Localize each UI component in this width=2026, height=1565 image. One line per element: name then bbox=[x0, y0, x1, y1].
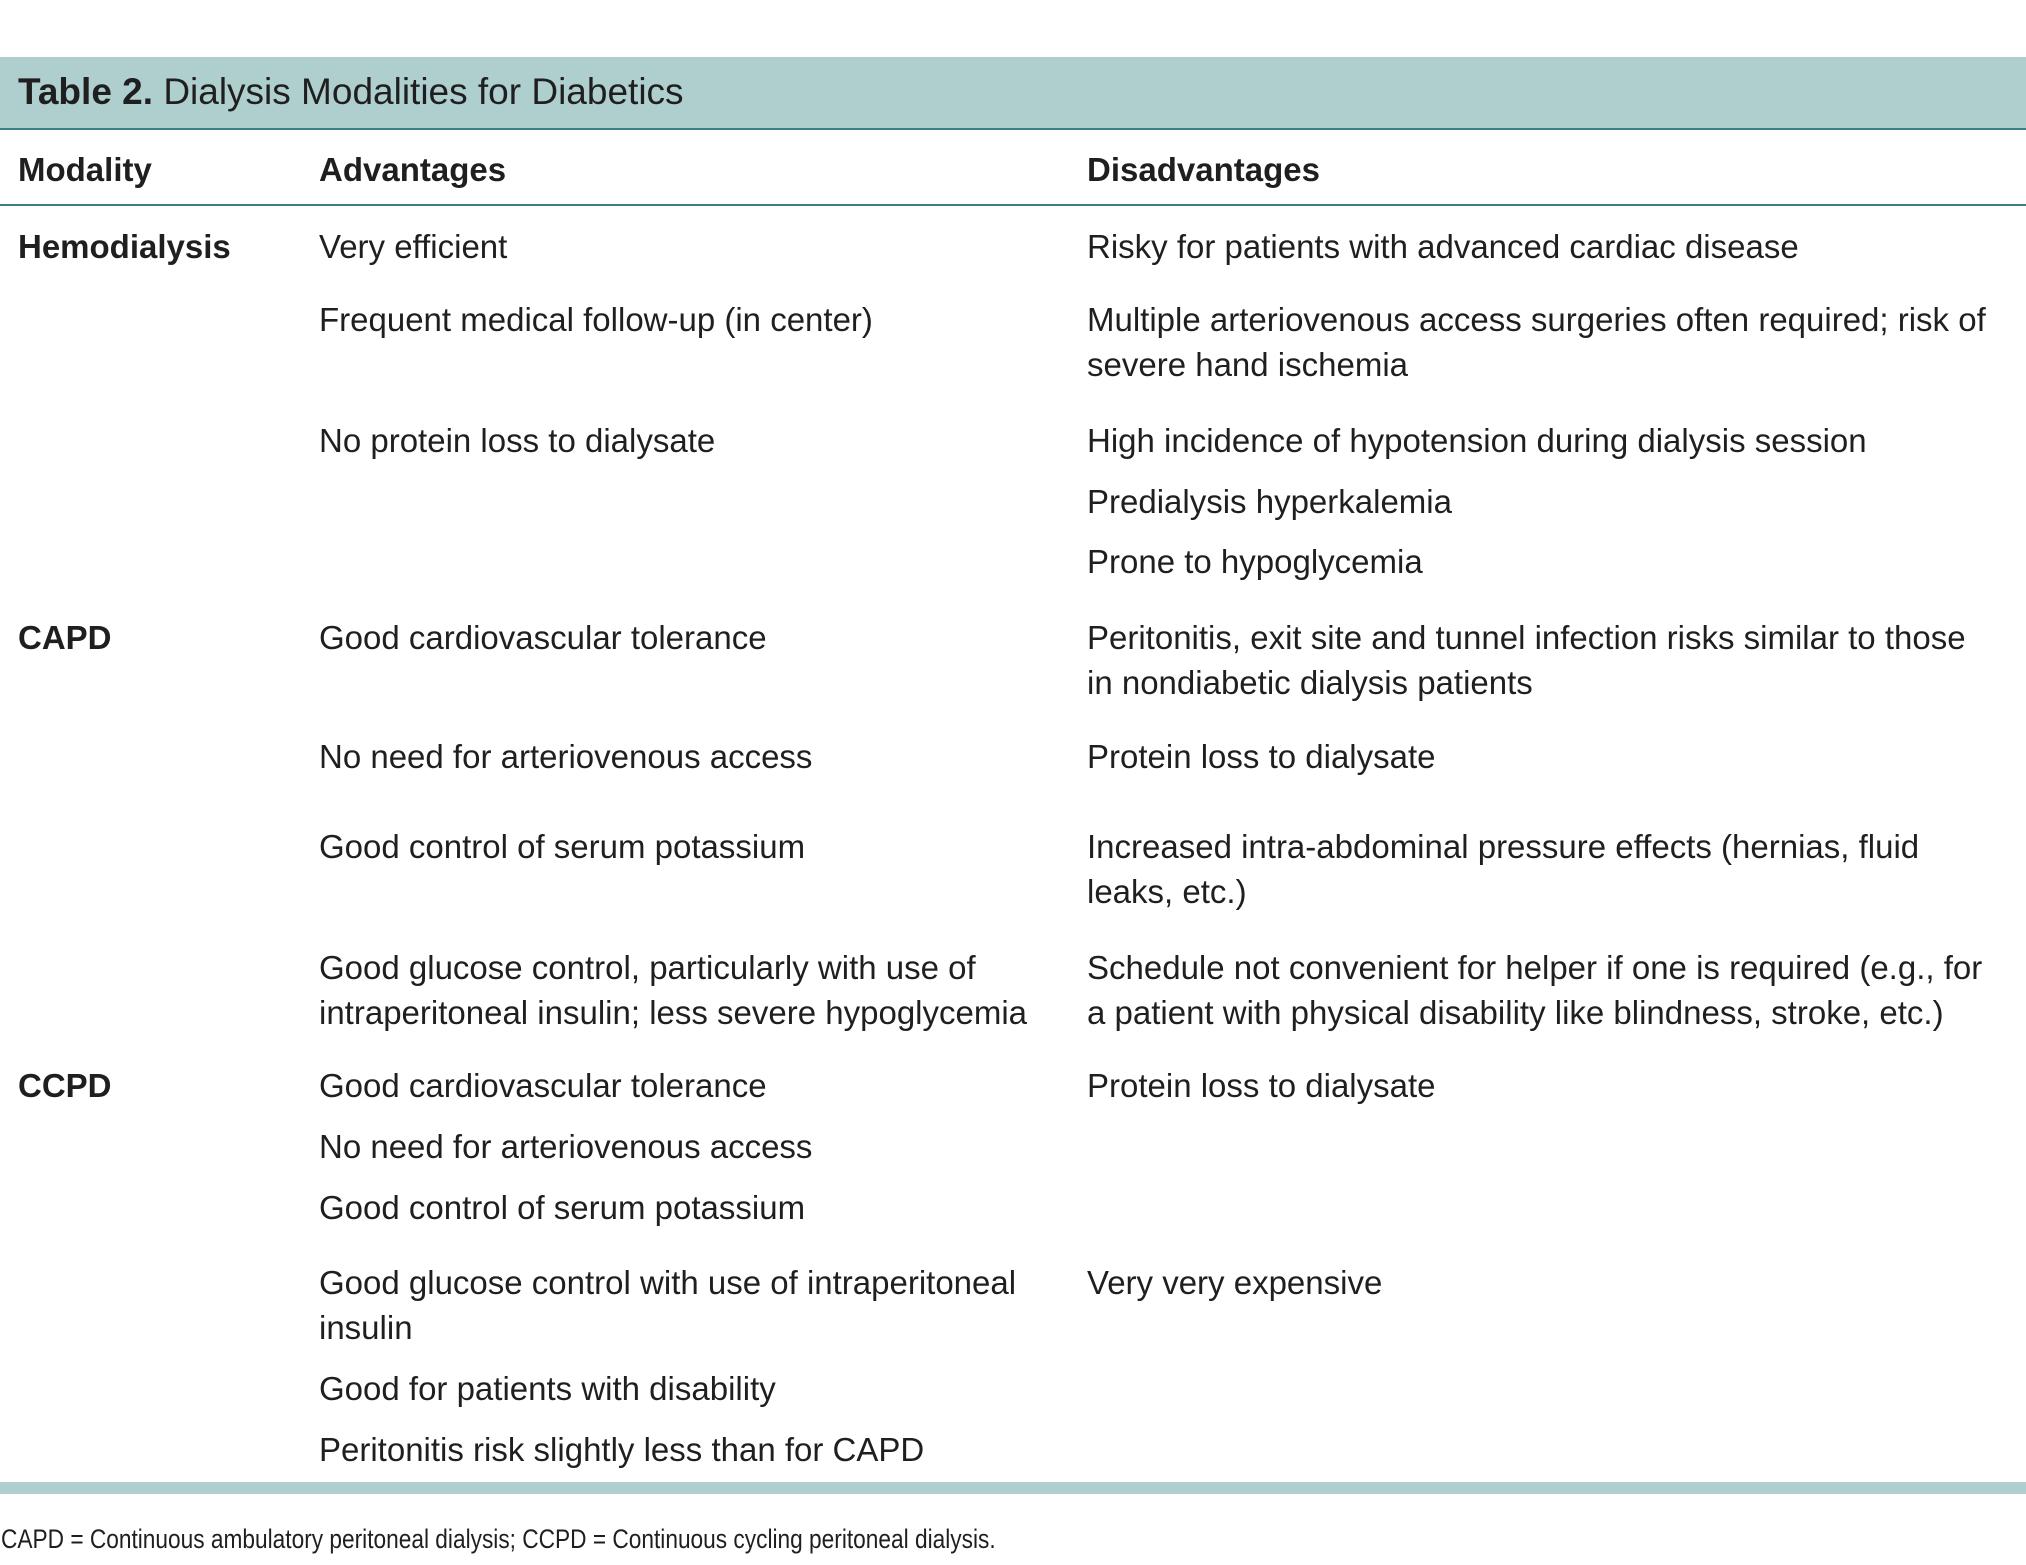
table-label: Table 2. bbox=[18, 71, 154, 112]
advantage-capd-1: Good cardiovascular tolerance bbox=[319, 619, 767, 656]
advantage-hd-2: Frequent medical follow-up (in center) bbox=[319, 301, 873, 338]
header-disadvantages: Disadvantages bbox=[1087, 151, 1320, 188]
disadvantage-capd-3-line2: leaks, etc.) bbox=[1087, 873, 1247, 910]
disadvantage-capd-4-line2: a patient with physical disability like blindness, stroke, etc.) bbox=[1087, 994, 1944, 1031]
advantage-ccpd-6: Peritonitis risk slightly less than for CAPD bbox=[319, 1431, 925, 1468]
disadvantage-hd-3: High incidence of hypotension during dialysis session bbox=[1087, 422, 1867, 459]
disadvantage-capd-4-line1: Schedule not convenient for helper if one is required (e.g., for bbox=[1087, 949, 1983, 986]
advantage-ccpd-3: Good control of serum potassium bbox=[319, 1189, 806, 1226]
advantage-capd-4-line2: intraperitoneal insulin; less severe hypoglycemia bbox=[319, 994, 1028, 1031]
modality-hemodialysis: Hemodialysis bbox=[18, 228, 231, 265]
advantage-ccpd-5: Good for patients with disability bbox=[319, 1370, 776, 1407]
table-header-row bbox=[0, 130, 2026, 206]
disadvantage-ccpd-2: Very very expensive bbox=[1087, 1264, 1383, 1301]
table-bottom-rule bbox=[0, 1482, 2026, 1494]
disadvantage-capd-1-line2: in nondiabetic dialysis patients bbox=[1087, 664, 1533, 701]
disadvantage-capd-3-line1: Increased intra-abdominal pressure effects (hernias, fluid bbox=[1087, 828, 1920, 865]
advantage-capd-2: No need for arteriovenous access bbox=[319, 738, 813, 775]
disadvantage-hd-2-line1: Multiple arteriovenous access surgeries often required; risk of bbox=[1087, 301, 1986, 338]
advantage-ccpd-4-line1: Good glucose control with use of intraperitoneal bbox=[319, 1264, 1017, 1301]
table-title-bar bbox=[0, 57, 2026, 130]
disadvantage-capd-1-line1: Peritonitis, exit site and tunnel infection risks similar to those bbox=[1087, 619, 1966, 656]
advantage-ccpd-4-line2: insulin bbox=[319, 1309, 413, 1346]
disadvantage-hd-1: Risky for patients with advanced cardiac disease bbox=[1087, 228, 1799, 265]
advantage-capd-4-line1: Good glucose control, particularly with use of bbox=[319, 949, 976, 986]
advantage-hd-1: Very efficient bbox=[319, 228, 508, 265]
advantage-ccpd-1: Good cardiovascular tolerance bbox=[319, 1067, 767, 1104]
advantage-hd-3: No protein loss to dialysate bbox=[319, 422, 716, 459]
advantage-ccpd-2: No need for arteriovenous access bbox=[319, 1128, 813, 1165]
header-advantages: Advantages bbox=[319, 151, 507, 188]
table-title bbox=[18, 73, 684, 110]
header-modality: Modality bbox=[18, 151, 152, 188]
disadvantage-hd-5: Prone to hypoglycemia bbox=[1087, 543, 1423, 580]
modality-capd: CAPD bbox=[18, 619, 112, 656]
advantage-capd-3: Good control of serum potassium bbox=[319, 828, 806, 865]
table-footnote: CAPD = Continuous ambulatory peritoneal dialysis; CCPD = Continuous cycling peritoneal dialysis. bbox=[1, 1524, 996, 1554]
table-caption: Dialysis Modalities for Diabetics bbox=[163, 71, 684, 112]
modality-ccpd: CCPD bbox=[18, 1067, 112, 1104]
disadvantage-hd-2-line2: severe hand ischemia bbox=[1087, 346, 1409, 383]
disadvantage-capd-2: Protein loss to dialysate bbox=[1087, 738, 1436, 775]
disadvantage-ccpd-1: Protein loss to dialysate bbox=[1087, 1067, 1436, 1104]
disadvantage-hd-4: Predialysis hyperkalemia bbox=[1087, 483, 1452, 520]
